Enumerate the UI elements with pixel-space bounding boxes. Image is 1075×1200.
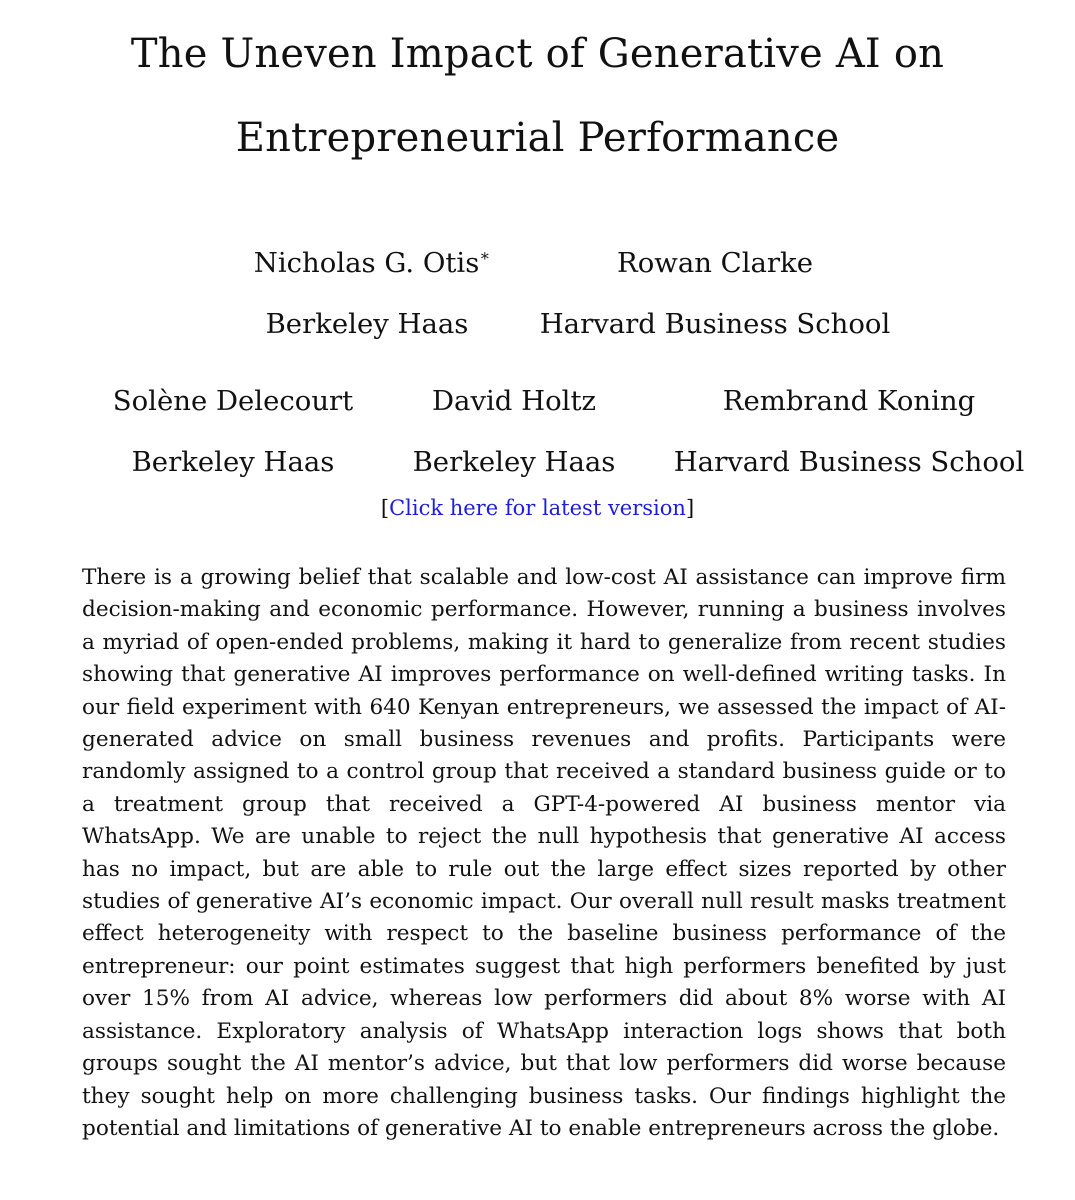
paper-title-line-2: Entrepreneurial Performance [235,115,840,161]
author-name-koning: Rembrand Koning [722,385,976,417]
author-name-clarke: Rowan Clarke [617,247,813,279]
abstract-text: There is a growing belief that scalable and low-cost AI assistance can improve firm decision-making and economic performance. However, running a business involves a myriad of open-ended problems, making it hard to generalize from recent studies showing that generative AI improves performance on well-defined writing tasks. In our field experiment with 640 Kenyan entrepreneurs, we assessed the impact of AI-generated advice on small business revenues and profits. Participants were randomly assigned to a control group that received a standard business guide or to a treatment group that received a GPT-4-powered AI business mentor via WhatsApp. We are unable to reject the null hypothesis that generative AI access has no impact, but are able to rule out the large effect sizes reported by other studies of generative AI’s economic impact. Our overall null result masks treatment effect heterogeneity with respect to the baseline business performance of the entrepreneur: our point estimates suggest that high performers benefited by just over 15% from AI advice, whereas low performers did about 8% worse with AI assistance. Exploratory analysis of WhatsApp interaction logs shows that both groups sought the AI mentor’s advice, but that low performers did worse because they sought help on more challenging business tasks. Our findings highlight the potential and limitations of generative AI to enable entrepreneurs across the globe. [82,565,1006,1141]
author-affiliation-delecourt: Berkeley Haas [131,446,335,478]
author-name-delecourt: Solène Delecourt [112,385,354,417]
close-bracket: ] [685,496,695,520]
footnote-mark: ∗ [479,246,491,265]
latest-version-line [0,498,1075,519]
paper-title-line-1: The Uneven Impact of Generative AI on [130,31,945,77]
author-affiliation-clarke: Harvard Business School [539,308,891,340]
author-affiliation-holtz: Berkeley Haas [412,446,616,478]
author-name-holtz: David Holtz [432,385,596,417]
latest-version-link[interactable]: Click here for latest version [389,496,686,520]
open-bracket: [ [380,496,390,520]
author-name-otis: Nicholas G. Otis∗ [253,246,491,279]
author-affiliation-otis: Berkeley Haas [265,308,469,340]
author-affiliation-koning: Harvard Business School [673,446,1025,478]
